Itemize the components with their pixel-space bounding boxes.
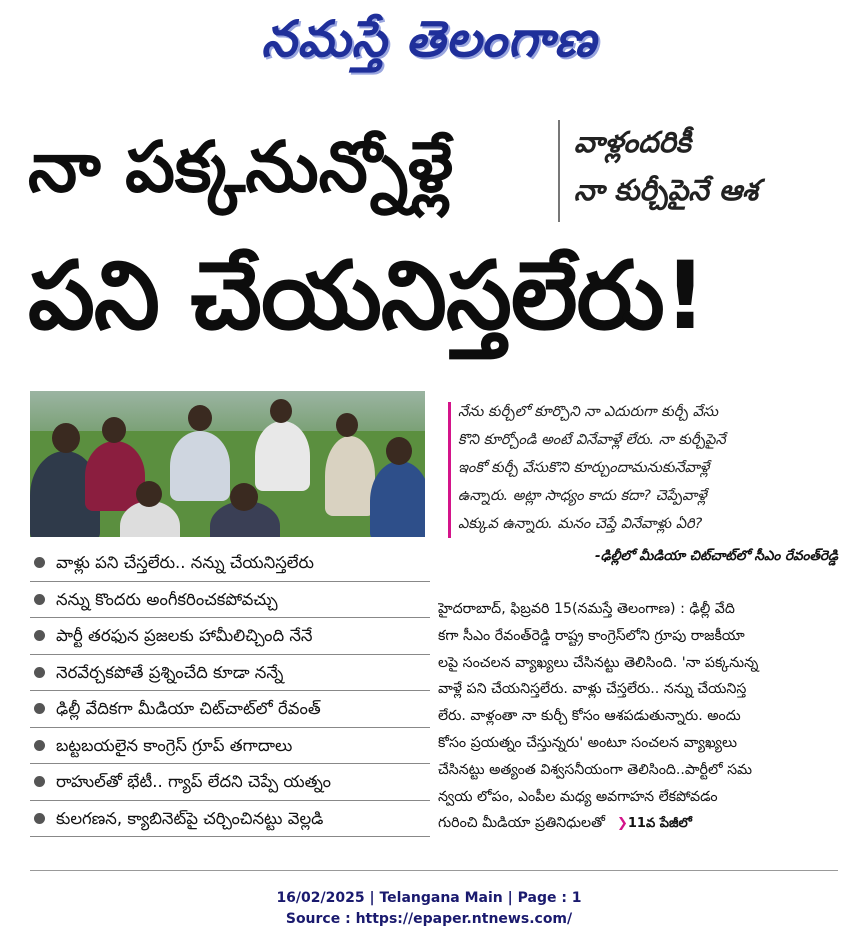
- bullet-list: [30, 545, 430, 837]
- bullet-dot-icon: [34, 776, 45, 787]
- quote-line: ఎక్కువ ఉన్నారు. మనం చెప్తే వినేవాళ్లు ఏరి?: [458, 516, 703, 532]
- body-line: న్వయ లోపం, ఎంపీల మధ్య అవగాహన లేకపోవడం: [438, 788, 718, 805]
- headline-divider: [558, 120, 560, 222]
- body-line: లేరు. వాళ్లంతా నా కుర్చీ కోసం ఆశపడుతున్నారు. అందు: [438, 708, 741, 725]
- bullet-dot-icon: [34, 740, 45, 751]
- headline-kicker: [574, 118, 844, 214]
- bullet-text: రాహుల్‌తో భేటీ.. గ్యాప్ లేదని చెప్పే యత్నం: [56, 772, 331, 791]
- bullet-dot-icon: [34, 594, 45, 605]
- page-footer: [0, 888, 858, 930]
- bullet-dot-icon: [34, 630, 45, 641]
- bullet-dot-icon: [34, 557, 45, 568]
- footer-divider: [30, 870, 838, 871]
- pull-quote: [458, 398, 843, 538]
- body-line: చేసినట్టు అత్యంత విశ్వసనీయంగా తెలిసింది..పార్టీలో సమ: [438, 761, 753, 778]
- list-item: [30, 582, 430, 619]
- kicker-line-2: నా కుర్చీపైనే ఆశ: [574, 173, 758, 207]
- list-item: [30, 801, 430, 838]
- bullet-text: ఢిల్లీ వేదికగా మీడియా చిట్‌చాట్‌లో రేవంత్: [56, 699, 321, 718]
- quote-attribution: -ఢిల్లీలో మీడియా చిట్‌చాట్‌లో సీఎం రేవంత్‌రెడ్డి: [595, 548, 838, 564]
- list-item: [30, 545, 430, 582]
- masthead-logo: నమస్తే తెలంగాణ: [261, 10, 597, 68]
- body-line-text: గురించి మీడియా ప్రతినిధులతో: [438, 815, 605, 832]
- body-line: కోసం ప్రయత్నం చేస్తున్నరు' అంటూ సంచలన వ్యాఖ్యలు: [438, 734, 737, 751]
- quote-accent-bar: [448, 402, 451, 538]
- bullet-text: పార్టీ తరఫున ప్రజలకు హామీలిచ్చింది నేనే: [56, 626, 313, 645]
- bullet-text: నన్ను కొందరు అంగీకరించకపోవచ్చు: [56, 589, 278, 609]
- footer-source[interactable]: Source : https://epaper.ntnews.com/: [285, 911, 573, 927]
- body-line: హైదరాబాద్, ఫిబ్రవరి 15(నమస్తే తెలంగాణ) : ఢిల్లీ వేది: [438, 601, 735, 617]
- list-item: [30, 691, 430, 728]
- body-line-last: [438, 810, 840, 838]
- list-item: [30, 655, 430, 692]
- bullet-text: వాళ్లు పని చేస్తలేరు.. నన్ను చేయనిస్తలేరు: [56, 553, 314, 572]
- bullet-text: బట్టబయలైన కాంగ్రెస్ గ్రూప్ తగాదాలు: [56, 735, 293, 755]
- bullet-dot-icon: [34, 667, 45, 678]
- footer-date-page: 16/02/2025 | Telangana Main | Page : 1: [276, 890, 582, 906]
- bullet-text: నెరవేర్చకపోతే ప్రశ్నించేది కూడా నన్నే: [56, 662, 284, 682]
- bullet-dot-icon: [34, 703, 45, 714]
- kicker-line-1: వాళ్లందరికీ: [574, 125, 691, 159]
- headline-line1: నా పక్కనున్నోళ్లే: [28, 126, 454, 208]
- body-line: లపై సంచలన వ్యాఖ్యలు చేసినట్టు తెలిసింది. 'నా పక్కనున్న: [438, 654, 759, 671]
- list-item: [30, 764, 430, 801]
- list-item: [30, 618, 430, 655]
- news-photo: [30, 391, 425, 537]
- continued-label: 11వ పేజీలో: [627, 816, 692, 832]
- article-body: [438, 596, 840, 838]
- quote-line: కొని కూర్చోండి అంటే వినేవాళ్లే లేరు. నా కుర్చీపైనే: [458, 432, 726, 448]
- bullet-dot-icon: [34, 813, 45, 824]
- headline-line2: పని చేయనిస్తలేరు!: [28, 242, 706, 351]
- body-line: వాళ్లే పని చేయనిస్తలేరు. వాళ్లు చేస్తలేరు.. నన్ను చేయనిస్త: [438, 681, 747, 698]
- quote-line: ఇంకో కుర్చీ వేసుకొని కూర్చుందామనుకునేవాళ్లే: [458, 460, 710, 476]
- quote-line: ఉన్నారు. అట్లా సాధ్యం కాదు కదా? చెప్పేవాళ్లే: [458, 488, 707, 504]
- continued-link[interactable]: [617, 816, 692, 831]
- bullet-text: కులగణన, క్యాబినెట్‌పై చర్చించినట్టు వెల్లడి: [56, 808, 324, 828]
- body-line: కగా సీఎం రేవంత్‌రెడ్డి రాష్ట్ర కాంగ్రెస్‌లోని గ్రూపు రాజకీయా: [438, 627, 745, 644]
- quote-line: నేను కుర్చీలో కూర్చొని నా ఎదురుగా కుర్చీ వేసు: [458, 404, 719, 420]
- chevron-right-icon: ❯: [616, 816, 628, 832]
- list-item: [30, 728, 430, 765]
